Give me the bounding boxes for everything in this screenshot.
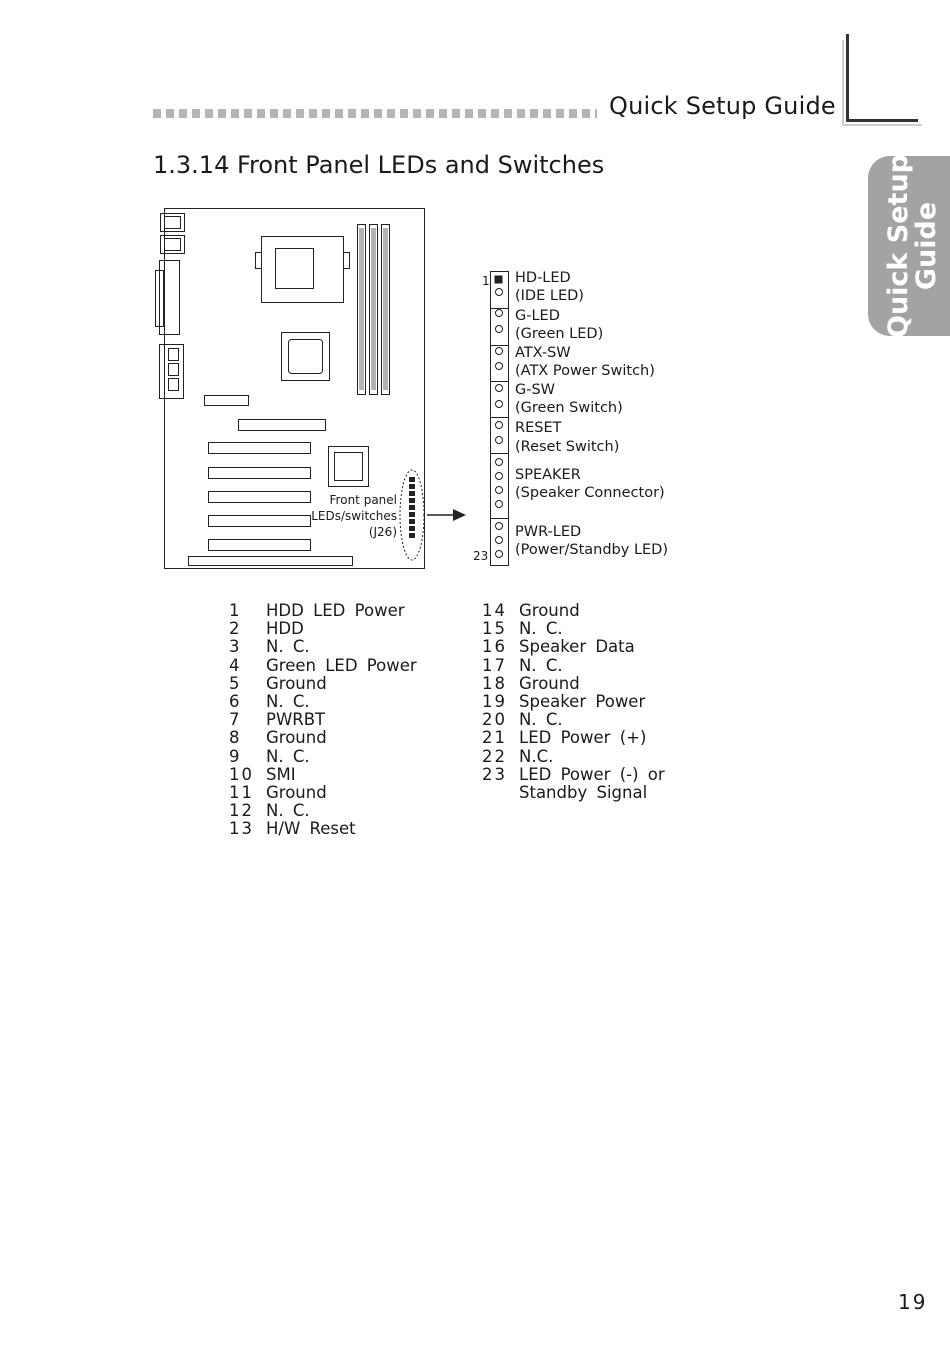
- pin-number: 12: [229, 801, 254, 821]
- connector-desc: (IDE LED): [515, 288, 584, 304]
- board-label: Front panel: [329, 493, 397, 507]
- side-tab-label: [885, 154, 941, 338]
- pin-row: [229, 802, 417, 820]
- pin-number: 17: [482, 655, 507, 675]
- pin-signal: HDD: [266, 619, 304, 639]
- pin-row: [482, 729, 665, 747]
- corner-mark: [846, 34, 849, 122]
- pin-number: 23: [482, 764, 507, 784]
- pin-number: 1: [229, 601, 242, 620]
- pin-row: [482, 638, 665, 656]
- pin-signal: Ground: [266, 783, 327, 803]
- front-panel-diagram: [150, 200, 670, 580]
- pin-number: 5: [229, 673, 242, 693]
- pin-number: 15: [482, 619, 507, 639]
- pin-number: 3: [229, 637, 242, 657]
- pin-number: 18: [482, 673, 507, 693]
- pin-number: 21: [482, 728, 507, 748]
- pin-row: [229, 638, 417, 656]
- pin-signal: LED Power (-) or: [519, 764, 665, 784]
- pin-row: [482, 657, 665, 675]
- pin-square: [495, 276, 503, 284]
- pin-row: [482, 602, 665, 620]
- pin-row: [482, 711, 665, 729]
- side-tab: [868, 153, 950, 339]
- pin-row: [482, 748, 665, 766]
- pin-number: 9: [229, 746, 242, 766]
- cpu-core: [276, 249, 314, 289]
- pin-signal: Ground: [266, 673, 327, 693]
- pin-signal: N. C.: [519, 710, 563, 730]
- north-bridge-core: [289, 340, 323, 374]
- pin-number: 19: [482, 692, 507, 712]
- pin-signal: H/W Reset: [266, 819, 356, 839]
- corner-mark-shadow: [842, 40, 844, 126]
- pin-signal: Ground: [519, 673, 580, 693]
- connector-name: G-LED: [515, 308, 560, 324]
- connector-name: G-SW: [515, 382, 556, 398]
- pin-row: [229, 729, 417, 747]
- connector-desc: (Speaker Connector): [515, 485, 665, 501]
- pin-row: [229, 748, 417, 766]
- pci-slot: [209, 540, 311, 551]
- io-port: [160, 261, 180, 335]
- cpu-tab: [256, 253, 262, 269]
- pin-number: 8: [229, 728, 242, 748]
- pin-number: 13: [229, 819, 254, 839]
- pin-row: [229, 675, 417, 693]
- pin-table-right: [482, 602, 665, 802]
- io-port: [165, 239, 181, 251]
- pin-signal: Standby Signal: [519, 783, 648, 803]
- pci-slot: [209, 468, 311, 479]
- connector-desc: (Green LED): [515, 326, 604, 342]
- corner-mark-shadow: [842, 124, 922, 126]
- pin-row: [482, 784, 665, 802]
- pin-row: [229, 711, 417, 729]
- pin-signal: PWRBT: [266, 710, 326, 730]
- pin-number: 16: [482, 637, 507, 657]
- cpu-socket: [262, 237, 344, 303]
- pin-signal: N. C.: [266, 692, 310, 712]
- pin-row: [482, 675, 665, 693]
- pin-signal: HDD LED Power: [266, 601, 405, 620]
- pin-number: [482, 784, 519, 802]
- connector-desc: (Reset Switch): [515, 439, 620, 455]
- connector-name: PWR-LED: [515, 524, 582, 540]
- pci-slot: [209, 492, 311, 503]
- page-number: 19: [898, 1290, 928, 1314]
- pin-row: [229, 620, 417, 638]
- connector-name: ATX-SW: [515, 345, 571, 361]
- agp-slot: [239, 420, 326, 431]
- pin-signal: N. C.: [266, 637, 310, 657]
- pin-signal: Speaker Data: [519, 637, 635, 657]
- slot: [205, 396, 249, 406]
- pin-signal: N. C.: [519, 655, 563, 675]
- pin-number: 22: [482, 746, 507, 766]
- pin-number: 14: [482, 601, 507, 620]
- pin-table-left: [229, 602, 417, 839]
- pci-slot: [209, 443, 311, 454]
- pin-row: [482, 693, 665, 711]
- pin-number: 11: [229, 783, 254, 803]
- pin-signal: Ground: [266, 728, 327, 748]
- pin-row: [229, 784, 417, 802]
- pin-signal: N. C.: [266, 801, 310, 821]
- pin-row: [229, 693, 417, 711]
- board-label: LEDs/switches: [311, 509, 397, 523]
- pin-row: [229, 657, 417, 675]
- connector-desc: (Power/Standby LED): [515, 542, 669, 558]
- pin-number: 10: [229, 764, 254, 784]
- pin-row: [229, 820, 417, 838]
- pin-signal: N. C.: [519, 619, 563, 639]
- io-port: [169, 349, 179, 361]
- pin-number: 6: [229, 692, 242, 712]
- pin-number: 2: [229, 619, 242, 639]
- pin-signal: Ground: [519, 601, 580, 620]
- section-title: 1.3.14 Front Panel LEDs and Switches: [153, 151, 605, 179]
- pin-signal: Green LED Power: [266, 655, 417, 675]
- pin-signal: N. C.: [266, 746, 310, 766]
- pin-first-label: 1: [482, 274, 490, 288]
- pin-row: [482, 620, 665, 638]
- connector-name: RESET: [515, 420, 562, 436]
- south-bridge-core: [335, 453, 363, 481]
- pci-slot: [209, 516, 311, 527]
- connector-name: SPEAKER: [515, 467, 581, 483]
- pin-number: 7: [229, 710, 242, 730]
- io-port: [165, 217, 181, 229]
- pin-row: [229, 766, 417, 784]
- connector-name: HD-LED: [515, 270, 571, 286]
- side-tab-line-1: Quick Setup: [883, 153, 914, 339]
- connector-desc: (Green Switch): [515, 400, 623, 416]
- corner-mark: [846, 119, 918, 122]
- cpu-tab: [344, 253, 350, 269]
- pin-signal: N.C.: [519, 746, 554, 766]
- pin-number: 20: [482, 710, 507, 730]
- arrow-icon: [453, 509, 466, 521]
- connector-desc: (ATX Power Switch): [515, 363, 655, 379]
- pin-signal: SMI: [266, 764, 296, 784]
- pin-signal: LED Power (+): [519, 728, 647, 748]
- header-title: Quick Setup Guide: [609, 92, 836, 120]
- side-tab-line-2: Guide: [911, 201, 942, 291]
- isa-slot: [189, 557, 353, 566]
- board-label: (J26): [368, 525, 397, 539]
- header-dotted-rule: [153, 109, 597, 118]
- io-port: [169, 364, 179, 376]
- pin-last-label: 23: [473, 549, 489, 563]
- io-port: [169, 379, 179, 391]
- pin-row: [229, 602, 417, 620]
- pin-number: 4: [229, 655, 242, 675]
- pin-signal: Speaker Power: [519, 692, 646, 712]
- pin-row: [482, 766, 665, 784]
